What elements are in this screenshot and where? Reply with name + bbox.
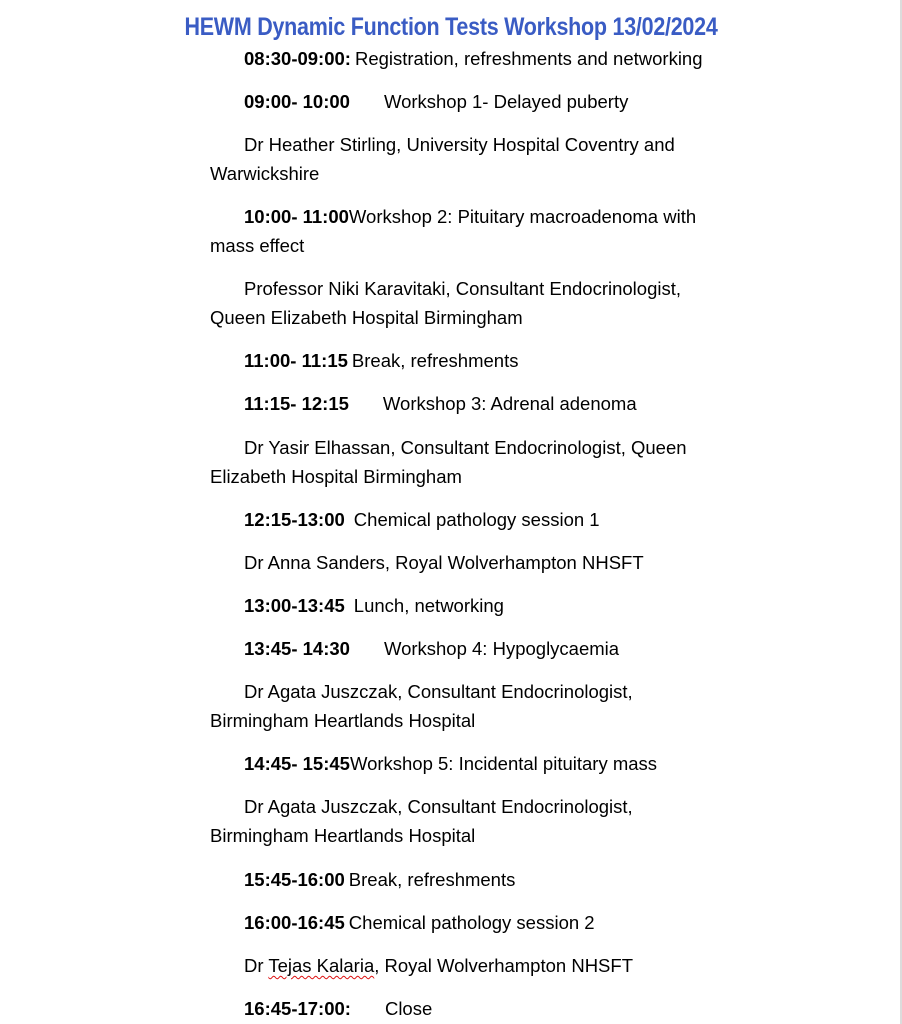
entry-text: Registration, refreshments and networking: [354, 48, 703, 69]
speaker-text: Dr Agata Juszczak, Consultant Endocrinologist, Birmingham Heartlands Hospital: [210, 796, 633, 846]
speaker-suffix: , Royal Wolverhampton NHSFT: [374, 955, 633, 976]
schedule-entry-workshop-1: [210, 88, 710, 117]
entry-time: 13:45- 14:30: [244, 638, 350, 659]
entry-text: Chemical pathology session 2: [348, 912, 595, 933]
entry-text: Chemical pathology session 1: [353, 509, 600, 530]
entry-text: Workshop 3: Adrenal adenoma: [382, 393, 637, 414]
schedule-speaker-workshop-3: [210, 434, 710, 492]
schedule-entry-workshop-4: [210, 635, 710, 664]
schedule-entry-workshop-2: [210, 203, 710, 261]
entry-time: 09:00- 10:00: [244, 91, 350, 112]
speaker-text: Dr Agata Juszczak, Consultant Endocrinologist, Birmingham Heartlands Hospital: [210, 681, 633, 731]
schedule-speaker-workshop-1: [210, 131, 710, 189]
entry-time: 14:45- 15:45: [244, 753, 350, 774]
schedule-speaker-chem-path-1: [210, 549, 710, 578]
schedule-entry-chem-path-2: [210, 909, 710, 938]
schedule-entry-workshop-5: [210, 750, 710, 779]
document-title: HEWM Dynamic Function Tests Workshop 13/02/2024: [184, 13, 718, 41]
schedule-speaker-workshop-2: [210, 275, 710, 333]
entry-text: Workshop 4: Hypoglycaemia: [383, 638, 620, 659]
entry-time: 16:45-17:00:: [244, 998, 351, 1019]
entry-text: Close: [384, 998, 433, 1019]
schedule-entry-chem-path-1: [210, 506, 710, 535]
schedule-entry-close: [210, 995, 710, 1024]
entry-text: Lunch, networking: [353, 595, 504, 616]
schedule-entry-lunch: [210, 592, 710, 621]
schedule-entry-registration: [210, 45, 710, 74]
speaker-text: Dr Yasir Elhassan, Consultant Endocrinologist, Queen Elizabeth Hospital Birmingham: [210, 437, 687, 487]
entry-time: 13:00-13:45: [244, 595, 345, 616]
entry-text: Workshop 1- Delayed puberty: [383, 91, 629, 112]
schedule-speaker-chem-path-2: [210, 952, 710, 981]
entry-text: Workshop 2: Pituitary macroadenoma with mass effect: [210, 206, 697, 256]
schedule-entry-break-1: [210, 347, 710, 376]
entry-text: Break, refreshments: [351, 350, 519, 371]
speaker-text: Professor Niki Karavitaki, Consultant Endocrinologist, Queen Elizabeth Hospital Birmingham: [210, 278, 681, 328]
speaker-prefix: Dr: [244, 955, 269, 976]
entry-time: 11:15- 12:15: [244, 393, 349, 414]
entry-time: 15:45-16:00: [244, 869, 345, 890]
entry-text: Break, refreshments: [348, 869, 516, 890]
entry-time: 12:15-13:00: [244, 509, 345, 530]
entry-time: 08:30-09:00:: [244, 48, 351, 69]
schedule-speaker-workshop-5: [210, 793, 710, 851]
entry-time: 10:00- 11:00: [244, 206, 349, 227]
speaker-text: Dr Heather Stirling, University Hospital Coventry and Warwickshire: [210, 134, 675, 184]
schedule-speaker-workshop-4: [210, 678, 710, 736]
entry-time: 11:00- 11:15: [244, 350, 348, 371]
entry-time: 16:00-16:45: [244, 912, 345, 933]
speaker-text: Dr Anna Sanders, Royal Wolverhampton NHSFT: [244, 552, 644, 573]
entry-text: Workshop 5: Incidental pituitary mass: [349, 753, 658, 774]
schedule-entry-break-2: [210, 866, 710, 895]
schedule-entry-workshop-3: [210, 390, 710, 419]
speaker-name: Tejas Kalaria: [268, 955, 375, 976]
